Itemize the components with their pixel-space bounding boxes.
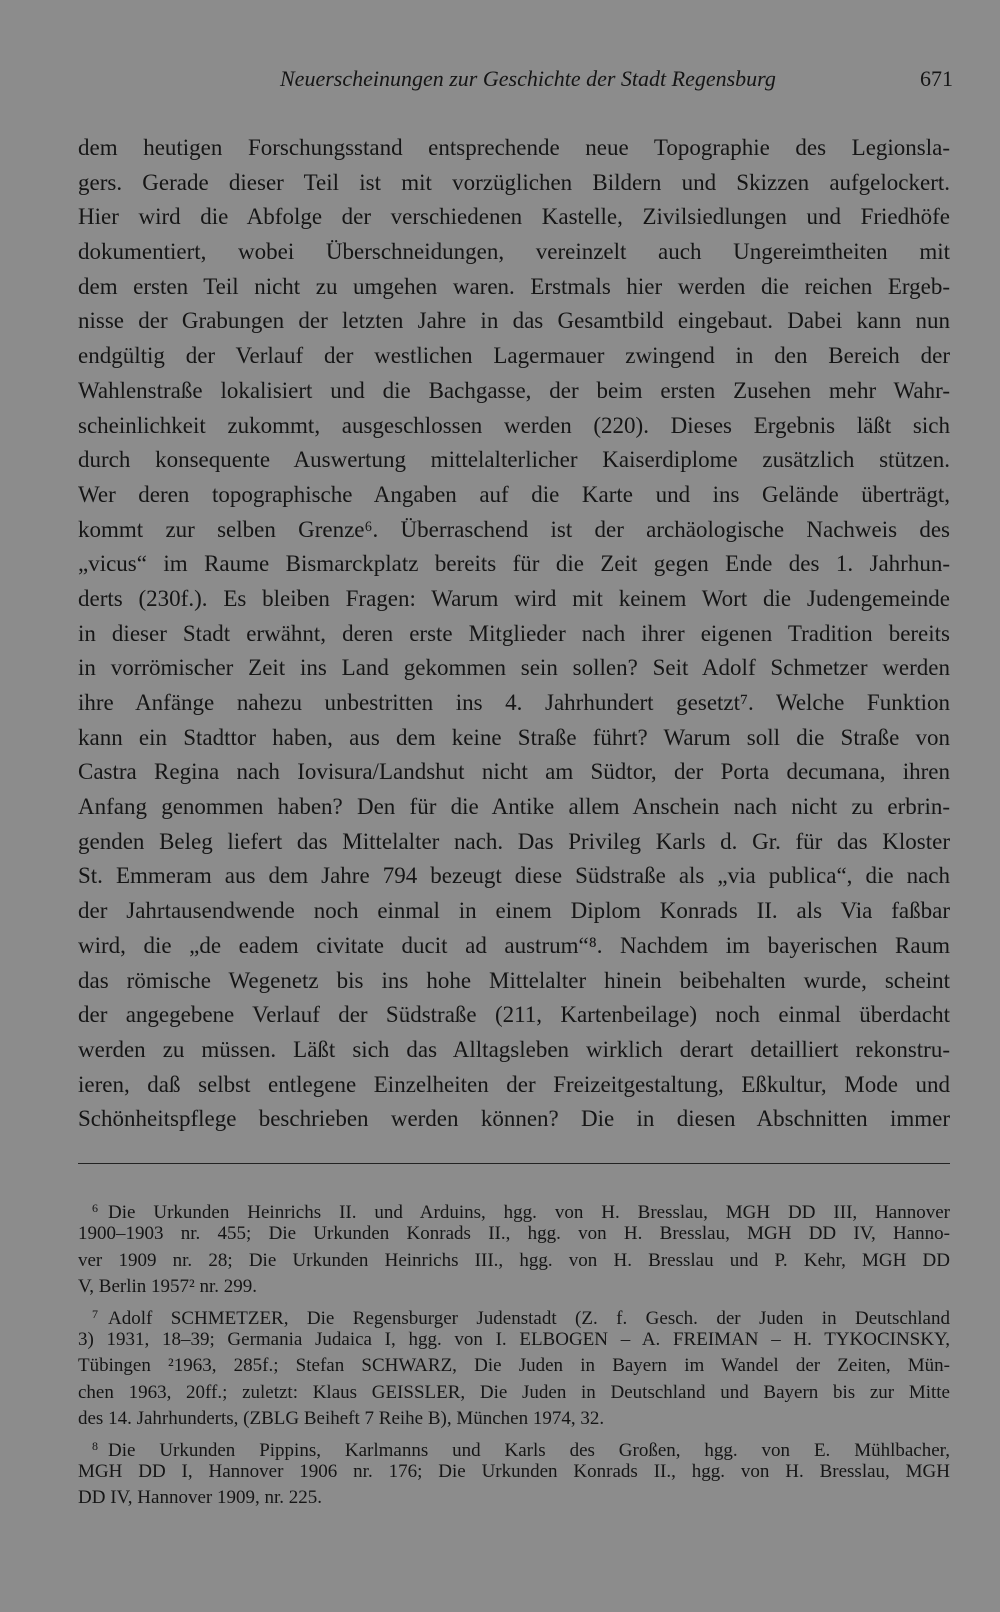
body-line: dokumentiert, wobei Überschneidungen, vereinzelt auch Ungereimtheiten mit: [78, 239, 950, 265]
body-line: in dieser Stadt erwähnt, deren erste Mitglieder nach ihrer eigenen Tradition bereits: [78, 620, 950, 646]
footnote-text: Die Urkunden Heinrichs II. und Arduins, hgg. von H. Bresslau, MGH DD III, Hannover: [108, 1202, 950, 1223]
footnote-text: Die Urkunden Pippins, Karlmanns und Karls des Großen, hgg. von E. Mühlbacher,: [108, 1439, 950, 1461]
body-line: gers. Gerade dieser Teil ist mit vorzüglichen Bildern und Skizzen aufgelockert.: [78, 169, 950, 195]
footnote-line: ver 1909 nr. 28; Die Urkunden Heinrichs III., hgg. von H. Bresslau und P. Kehr, MGH DD: [78, 1249, 950, 1271]
body-line: kann ein Stadttor haben, aus dem keine Straße führt? Warum soll die Straße von: [78, 724, 950, 750]
body-line: Castra Regina nach Iovisura/Landshut nicht am Südtor, der Porta decumana, ihren: [78, 759, 950, 785]
footnote-line: DD IV, Hannover 1909, nr. 225.: [78, 1487, 322, 1509]
body-line: Wahlenstraße lokalisiert und die Bachgasse, der beim ersten Zusehen mehr Wahr-: [78, 377, 950, 403]
page-number: 671: [920, 66, 953, 91]
body-line: Wer deren topographische Angaben auf die Karte und ins Gelände überträgt,: [78, 481, 950, 507]
footnote-number: 8: [92, 1438, 98, 1453]
body-line: dem heutigen Forschungsstand entsprechende neue Topographie des Legionsla-: [78, 135, 950, 160]
body-line: der Jahrtausendwende noch einmal in einem Diplom Konrads II. als Via faßbar: [78, 898, 950, 924]
body-line: ihre Anfänge nahezu unbestritten ins 4. Jahrhundert gesetzt⁷. Welche Funktion: [78, 690, 950, 715]
footnote-line: V, Berlin 1957² nr. 299.: [78, 1276, 257, 1298]
body-line: „vicus“ im Raume Bismarckplatz bereits für die Zeit gegen Ende des 1. Jahrhun-: [78, 551, 950, 577]
footnotes: [78, 1195, 950, 1512]
footnote-number: 6: [92, 1201, 98, 1215]
footnote-line: [78, 1301, 950, 1327]
body-line: der angegebene Verlauf der Südstraße (211, Kartenbeilage) noch einmal überdacht: [78, 1002, 950, 1028]
body-line: werden zu müssen. Läßt sich das Alltagsleben wirklich derart detailliert rekonstru-: [78, 1036, 950, 1062]
footnote-line: [78, 1195, 950, 1221]
body-line: Hier wird die Abfolge der verschiedenen Kastelle, Zivilsiedlungen und Friedhöfe: [78, 204, 950, 230]
body-line: Schönheitspflege beschrieben werden können? Die in diesen Abschnitten immer: [78, 1106, 950, 1132]
page-header: [75, 62, 953, 96]
running-title: Neuerscheinungen zur Geschichte der Stadt Regensburg: [280, 66, 776, 91]
body-line: durch konsequente Auswertung mittelalterlicher Kaiserdiplome zusätzlich stützen.: [78, 447, 950, 473]
body-line: endgültig der Verlauf der westlichen Lagermauer zwingend in den Bereich der: [78, 343, 950, 369]
body-line: kommt zur selben Grenze⁶. Überraschend ist der archäologische Nachweis des: [78, 516, 950, 542]
body-text: [78, 131, 950, 1137]
body-line: scheinlichkeit zukommt, ausgeschlossen werden (220). Dieses Ergebnis läßt sich: [78, 412, 950, 438]
body-line: nisse der Grabungen der letzten Jahre in das Gesamtbild eingebaut. Dabei kann nun: [78, 308, 950, 334]
footnote-line: MGH DD I, Hannover 1906 nr. 176; Die Urkunden Konrads II., hgg. von H. Bresslau, MGH: [78, 1460, 950, 1482]
footnote-separator: [78, 1163, 950, 1164]
body-line: dem ersten Teil nicht zu umgehen waren. Erstmals hier werden die reichen Ergeb-: [78, 273, 950, 299]
footnote-line: des 14. Jahrhunderts, (ZBLG Beiheft 7 Reihe B), München 1974, 32.: [78, 1408, 605, 1430]
body-line: das römische Wegenetz bis ins hohe Mittelalter hinein beibehalten wurde, scheint: [78, 967, 950, 993]
body-line: genden Beleg liefert das Mittelalter nach. Das Privileg Karls d. Gr. für das Kloster: [78, 828, 950, 854]
footnote-number: 7: [92, 1306, 98, 1321]
footnote-line: chen 1963, 20ff.; zuletzt: Klaus GEISSLER, Die Juden in Deutschland und Bayern bis zur Mitte: [78, 1381, 950, 1403]
footnote-line: [78, 1433, 950, 1459]
footnote-line: Tübingen ²1963, 285f.; Stefan SCHWARZ, Die Juden in Bayern im Wandel der Zeiten, Mün-: [78, 1355, 950, 1377]
body-line: Anfang genommen haben? Den für die Antike allem Anschein nach nicht zu erbrin-: [78, 794, 950, 820]
body-line: derts (230f.). Es bleiben Fragen: Warum wird mit keinem Wort die Judengemeinde: [78, 585, 950, 611]
body-line: St. Emmeram aus dem Jahre 794 bezeugt diese Südstraße als „via publica“, die nach: [78, 863, 950, 889]
body-line: ieren, daß selbst entlegene Einzelheiten der Freizeitgestaltung, Eßkultur, Mode und: [78, 1071, 950, 1097]
body-line: wird, die „de eadem civitate ducit ad austrum“⁸. Nachdem im bayerischen Raum: [78, 932, 950, 958]
footnote-line: 3) 1931, 18–39; Germania Judaica I, hgg. von I. ELBOGEN – A. FREIMAN – H. TYKOCINSKY,: [78, 1328, 950, 1350]
footnote-text: Adolf SCHMETZER, Die Regensburger Judenstadt (Z. f. Gesch. der Juden in Deutschland: [108, 1307, 950, 1329]
footnote-line: 1900–1903 nr. 455; Die Urkunden Konrads II., hgg. von H. Bresslau, MGH DD IV, Hanno-: [78, 1223, 950, 1245]
body-line: in vorrömischer Zeit ins Land gekommen sein sollen? Seit Adolf Schmetzer werden: [78, 655, 950, 681]
